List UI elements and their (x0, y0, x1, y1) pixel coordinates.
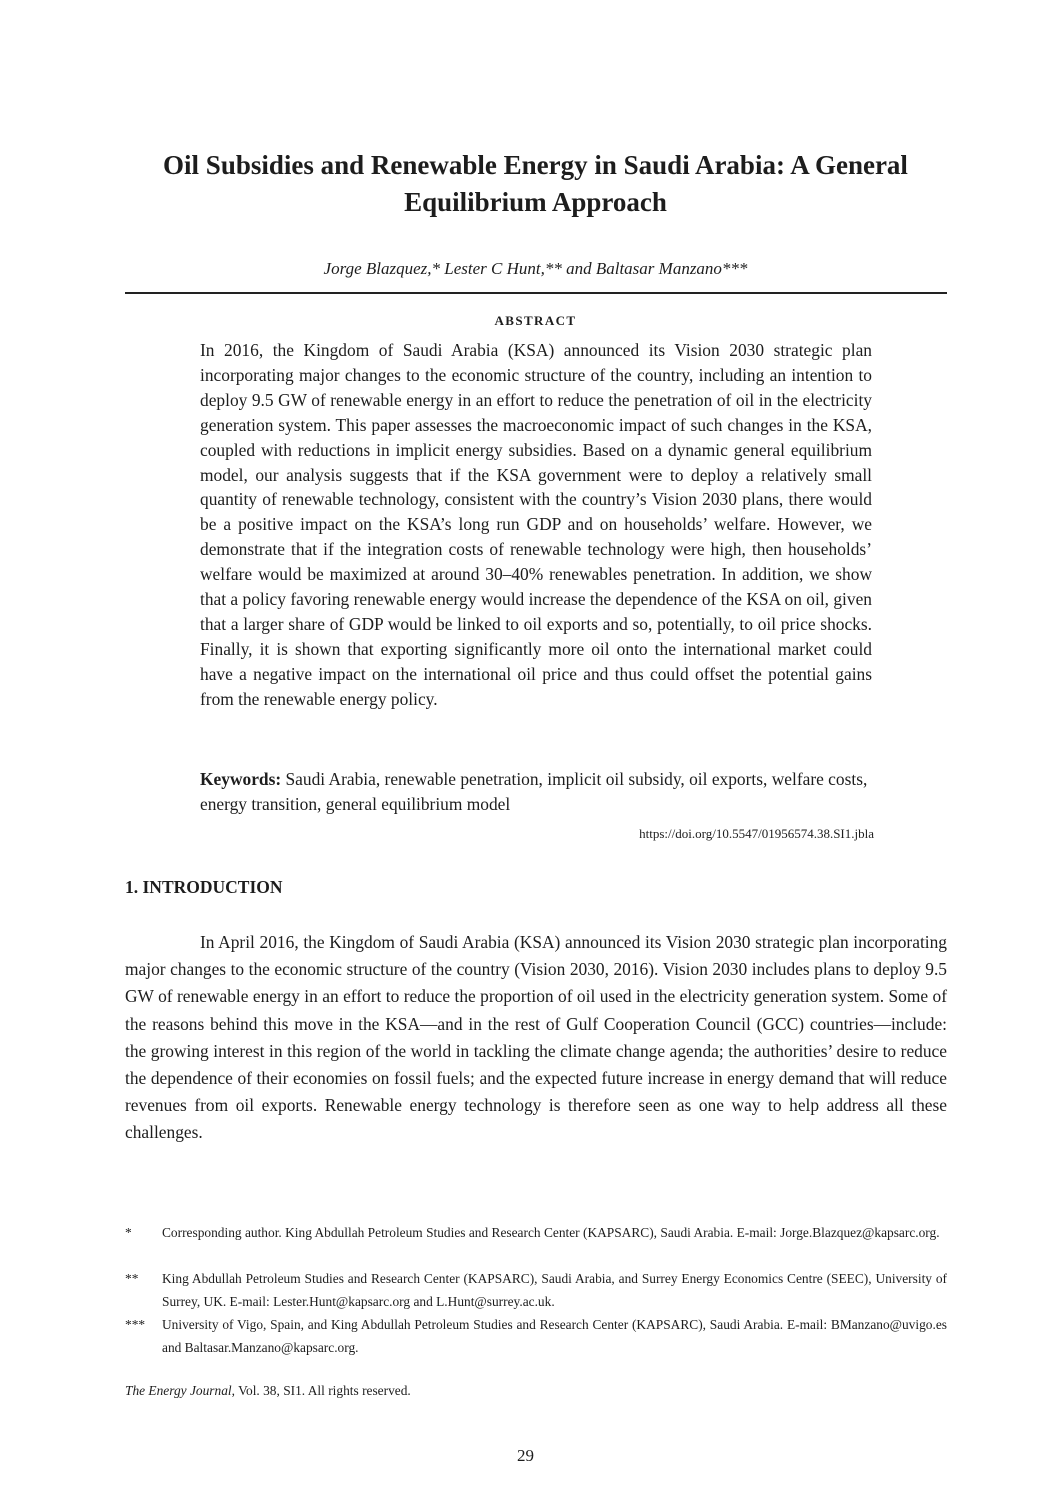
keywords-list: Saudi Arabia, renewable penetration, implicit oil subsidy, oil exports, welfare costs, energy transition, general equilibrium model (200, 769, 868, 814)
journal-citation (125, 1382, 411, 1400)
footnote-text: University of Vigo, Spain, and King Abdullah Petroleum Studies and Research Center (KAPSARC), Saudi Arabia. E-mail: BManzano@uvigo.es and Baltasar.Manzano@kapsarc.org. (162, 1317, 947, 1355)
author-list: Jorge Blazquez,* Lester C Hunt,** and Baltasar Manzano*** (323, 259, 748, 278)
intro-paragraph: In April 2016, the Kingdom of Saudi Arabia (KSA) announced its Vision 2030 strategic plan incorporating major changes to the economic structure of the country (Vision 2030, 2016). Vision 2030 includes plans to deploy 9.5 GW of renewable energy in an effort to reduce the proportion of oil used in the electricity generation system. Some of the reasons behind this move in the KSA—and in the rest of Gulf Cooperation Council (GCC) countries—include: the growing interest in this region of the world in tackling the climate change agenda; the authorities’ desire to reduce the dependence of their economies on fossil fuels; and the expected future increase in energy demand that will reduce revenues from oil exports. Renewable energy technology is therefore seen as one way to help address all these challenges. (125, 932, 947, 1143)
title-divider (125, 292, 947, 294)
footnote-mark: * (125, 1225, 132, 1240)
abstract-heading: ABSTRACT (494, 313, 577, 328)
footnote (125, 1221, 947, 1244)
journal-name: The Energy Journal (125, 1383, 232, 1398)
keywords (200, 767, 872, 817)
abstract-text: In 2016, the Kingdom of Saudi Arabia (KSA) announced its Vision 2030 strategic plan incorporating major changes to the economic structure of the country, including an intention to deploy 9.5 GW of renewable energy in an effort to reduce the penetration of oil in the electricity generation system. This paper assesses the macroeconomic impact of such changes in the KSA, coupled with reductions in implicit energy subsidies. Based on a dynamic general equilibrium model, our analysis suggests that if the KSA government were to deploy a relatively small quantity of renewable technology, consistent with the country’s Vision 2030 plans, there would be a positive impact on the KSA’s long run GDP and on households’ welfare. However, we demonstrate that if the integration costs of renewable technology were high, then households’ welfare would be maximized at around 30–40% renewables penetration. In addition, we show that a policy favoring renewable energy would increase the dependence of the KSA on oil, given that a larger share of GDP would be linked to oil exports and so, potentially, to oil price shocks. Finally, it is shown that exporting significantly more oil onto the international market could have a negative impact on the international oil price and thus could offset the potential gains from the renewable energy policy. (200, 340, 872, 709)
journal-info: , Vol. 38, SI1. All rights reserved. (231, 1383, 411, 1398)
section-heading-introduction: 1. INTRODUCTION (125, 877, 283, 897)
footnote (125, 1313, 947, 1359)
footnote-text: Corresponding author. King Abdullah Petroleum Studies and Research Center (KAPSARC), Saudi Arabia. E-mail: Jorge.Blazquez@kapsarc.org. (162, 1225, 940, 1240)
footnote-mark: ** (125, 1271, 139, 1286)
doi-link[interactable]: https://doi.org/10.5547/01956574.38.SI1.jbla (639, 826, 874, 841)
footnote-mark: *** (125, 1317, 146, 1332)
footnote-text: King Abdullah Petroleum Studies and Research Center (KAPSARC), Saudi Arabia, and Surrey Energy Economics Centre (SEEC), University of Surrey, UK. E-mail: Lester.Hunt@kapsarc.org and L.Hunt@surrey.ac.uk. (162, 1271, 947, 1309)
keywords-label: Keywords: (200, 769, 282, 789)
paper-title: Oil Subsidies and Renewable Energy in Saudi Arabia: A General Equilibrium Approach (163, 150, 908, 217)
page-number: 29 (517, 1446, 534, 1465)
footnote (125, 1267, 947, 1313)
